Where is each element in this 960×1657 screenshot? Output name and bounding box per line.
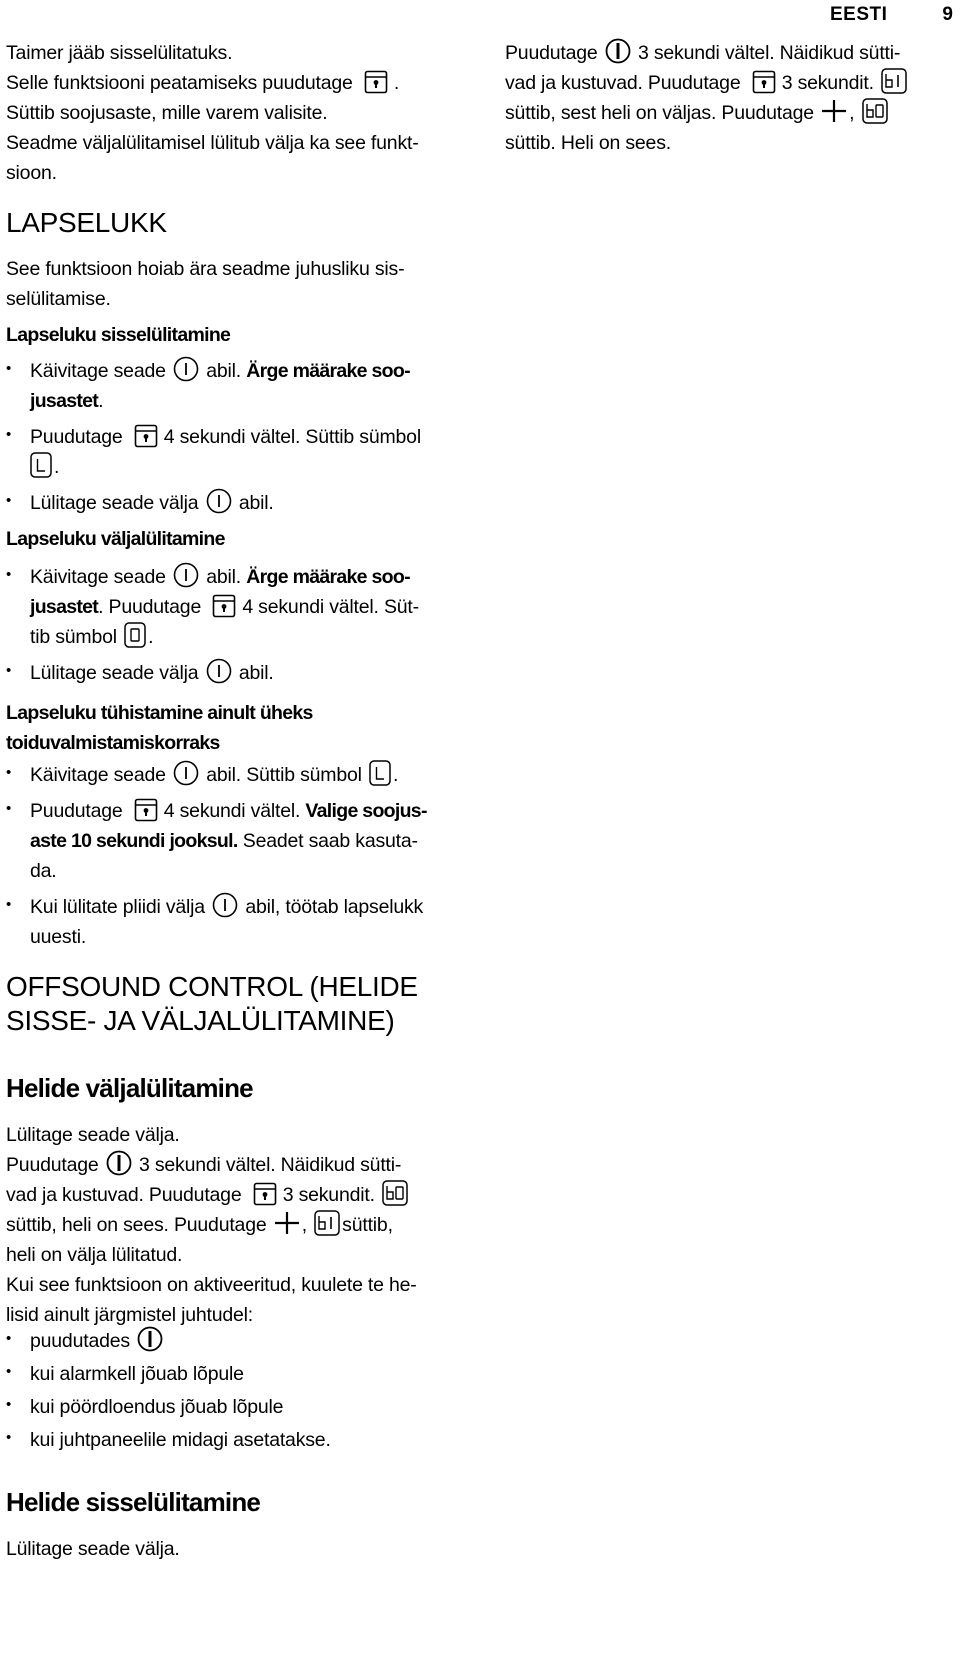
power-button-icon xyxy=(137,1326,163,1352)
text: 3 sekundit. xyxy=(282,1184,375,1206)
display-L-icon xyxy=(369,760,391,786)
text: Puudutage xyxy=(30,800,123,822)
lock-once-heading xyxy=(6,698,313,758)
lock-key-icon xyxy=(212,594,236,618)
power-button-icon xyxy=(173,562,199,588)
text: Puudutage xyxy=(30,426,123,448)
text: Selle funktsiooni peatamiseks puudutage xyxy=(6,72,353,94)
text-line xyxy=(6,1180,456,1210)
text: SISSE- JA VÄLJALÜLITAMINE) xyxy=(6,1005,395,1036)
text: tib sümbol xyxy=(30,626,117,648)
power-button-icon xyxy=(173,356,199,382)
offsound-title xyxy=(6,970,418,1038)
sound-on-heading: Helide sisselülitamine xyxy=(6,1487,261,1517)
lock-once-list xyxy=(6,760,446,952)
text: Lülitage seade välja. xyxy=(6,1124,180,1146)
text: 4 sekundi vältel. Süttib sümbol xyxy=(163,426,421,448)
text: da. xyxy=(30,860,57,882)
text: heli on välja lülitatud. xyxy=(6,1244,183,1266)
bold-text: Ärge määrake soo- xyxy=(246,360,410,382)
text-line xyxy=(6,1150,456,1180)
bold-text: Ärge määrake soo- xyxy=(246,566,410,588)
power-button-icon xyxy=(206,658,232,684)
text: puudutades xyxy=(30,1330,130,1352)
text: Seadet saab kasuta- xyxy=(242,830,418,852)
lapselukk-title: LAPSELUKK xyxy=(6,207,167,238)
list-item: • kui pöördloendus jõuab lõpule xyxy=(6,1392,456,1425)
display-b1-icon xyxy=(314,1210,340,1236)
list-item: • kui juhtpaneelile midagi asetatakse. xyxy=(6,1425,456,1458)
lock-key-icon xyxy=(134,424,158,448)
text: vad ja kustuvad. Puudutage xyxy=(505,72,741,94)
text: 3 sekundi vältel. Näidikud sütti- xyxy=(637,42,901,64)
text: . Puudutage xyxy=(98,596,202,618)
power-button-icon xyxy=(173,760,199,786)
intro-line xyxy=(6,68,419,98)
bold-text: aste 10 sekundi jooksul. xyxy=(30,830,238,852)
page-number: 9 xyxy=(942,4,953,25)
intro-line: Seadme väljalülitamisel lülitub välja ka see funkt- xyxy=(6,132,419,154)
right-paragraph xyxy=(505,38,945,158)
text: . xyxy=(392,764,399,786)
page-header xyxy=(830,4,955,26)
text: Puudutage xyxy=(6,1154,99,1176)
text-line xyxy=(6,1210,456,1240)
text: toiduvalmistamiskorraks xyxy=(6,732,220,754)
text: uuesti. xyxy=(30,926,87,948)
text: 3 sekundi vältel. Näidikud sütti- xyxy=(138,1154,402,1176)
intro-paragraph xyxy=(6,38,419,188)
power-button-icon xyxy=(212,892,238,918)
text: süttib, heli on sees. Puudutage xyxy=(6,1214,267,1236)
intro-line: Taimer jääb sisselülitatuks. xyxy=(6,42,233,64)
text: Käivitage seade xyxy=(30,566,166,588)
text: Lülitage seade välja xyxy=(30,492,199,514)
list-item xyxy=(6,422,446,482)
sound-on-text: Lülitage seade välja. xyxy=(6,1538,180,1560)
text: abil. xyxy=(238,662,274,684)
sound-cases-list xyxy=(6,1326,456,1458)
text: Käivitage seade xyxy=(30,360,166,382)
text: See funktsioon hoiab ära seadme juhusliku sis- xyxy=(6,258,405,280)
text: Käivitage seade xyxy=(30,764,166,786)
text-line xyxy=(505,68,945,98)
bold-text: jusastet xyxy=(30,390,99,412)
text: . xyxy=(393,72,400,94)
text: Lapseluku tühistamine ainult üheks xyxy=(6,702,313,724)
text: Kui lülitate pliidi välja xyxy=(30,896,205,918)
text: selülitamise. xyxy=(6,288,111,310)
lock-on-heading: Lapseluku sisselülitamine xyxy=(6,324,231,346)
text: süttib. Heli on sees. xyxy=(505,132,671,154)
plus-icon xyxy=(821,98,847,124)
text: abil, töötab lapselukk xyxy=(245,896,424,918)
text: Lülitage seade välja xyxy=(30,662,199,684)
plus-icon xyxy=(274,1210,300,1236)
list-item xyxy=(6,356,446,416)
lock-key-icon xyxy=(134,798,158,822)
lapselukk-description xyxy=(6,254,404,314)
lock-key-icon xyxy=(752,70,776,94)
power-button-icon xyxy=(605,38,631,64)
text: abil. xyxy=(206,360,241,382)
text: 4 sekundi vältel. Süt- xyxy=(242,596,419,618)
text: Kui see funktsioon on aktiveeritud, kuulete te he- xyxy=(6,1274,417,1296)
sound-off-paragraph xyxy=(6,1120,456,1330)
intro-line: Süttib soojusaste, mille varem valisite. xyxy=(6,102,328,124)
bold-text: Valige soojus- xyxy=(305,800,427,822)
list-item xyxy=(6,796,446,886)
lock-off-list xyxy=(6,562,446,688)
text: abil. xyxy=(238,492,274,514)
power-button-icon xyxy=(106,1150,132,1176)
lock-off-heading: Lapseluku väljalülitamine xyxy=(6,528,225,550)
list-item xyxy=(6,562,446,652)
text: Puudutage xyxy=(505,42,598,64)
text: vad ja kustuvad. Puudutage xyxy=(6,1184,242,1206)
list-item xyxy=(6,1326,456,1359)
text: 3 sekundit. xyxy=(781,72,874,94)
text: . xyxy=(54,456,60,478)
list-item xyxy=(6,488,446,518)
intro-line: sioon. xyxy=(6,162,57,184)
text: . xyxy=(98,390,104,412)
text: abil. Süttib sümbol xyxy=(206,764,362,786)
display-0-icon xyxy=(124,622,146,648)
text: , xyxy=(849,102,855,124)
list-item xyxy=(6,658,446,688)
text-line xyxy=(505,98,945,128)
display-b0-icon xyxy=(382,1180,408,1206)
sound-off-heading: Helide väljalülitamine xyxy=(6,1073,253,1103)
lock-key-icon xyxy=(253,1182,277,1206)
bold-text: jusastet xyxy=(30,596,99,618)
text-line xyxy=(505,38,945,68)
list-item: • kui alarmkell jõuab lõpule xyxy=(6,1359,456,1392)
text: süttib, xyxy=(342,1214,393,1236)
text: 4 sekundi vältel. xyxy=(163,800,301,822)
display-L-icon xyxy=(30,452,52,478)
list-item xyxy=(6,760,446,790)
power-button-icon xyxy=(206,488,232,514)
header-language: EESTI xyxy=(830,4,888,25)
display-b1-icon xyxy=(881,68,907,94)
lock-key-icon xyxy=(364,70,388,94)
lock-on-list xyxy=(6,356,446,518)
list-item xyxy=(6,892,446,952)
text: süttib, sest heli on väljas. Puudutage xyxy=(505,102,814,124)
text: abil. xyxy=(206,566,241,588)
text: OFFSOUND CONTROL (HELIDE xyxy=(6,971,418,1002)
display-b0-icon xyxy=(862,98,888,124)
text: lisid ainult järgmistel juhtudel: xyxy=(6,1304,254,1326)
text: , xyxy=(301,1214,307,1236)
text: . xyxy=(148,626,154,648)
